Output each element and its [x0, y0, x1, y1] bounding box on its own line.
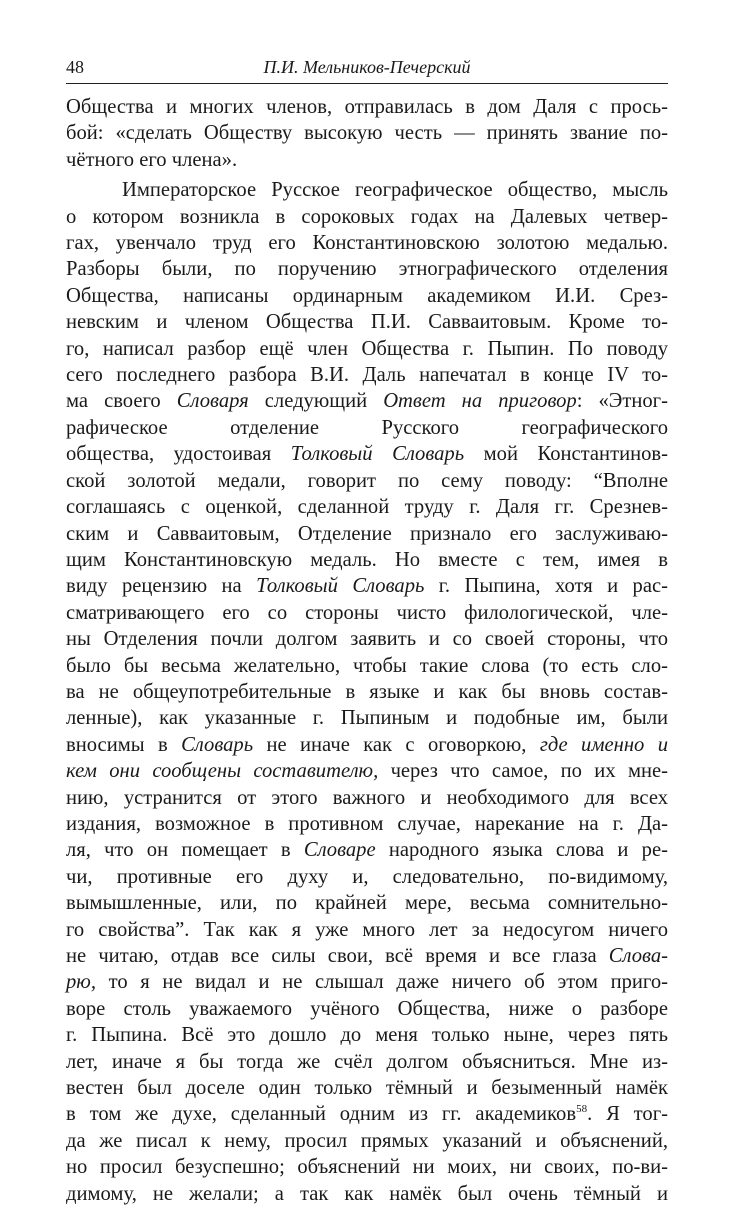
text-line-with-footnote — [66, 1101, 668, 1127]
text-line: го, написал разбор ещё член Общества г. Пыпин. По поводу — [66, 337, 668, 360]
text-line: Общества и многих членов, отправилась в дом Даля с прось- — [66, 96, 668, 118]
text-line: нию, устранится от этого важного и необходимого для всех — [66, 786, 668, 809]
text-line: вымышленные, или, по крайней мере, весьма сомнительно- — [66, 892, 668, 915]
text-segment: в том же духе, сделанный одним из гг. академиков — [66, 1103, 577, 1126]
text-line: ля, что он помещает в Словаре народного языка слова и ре- — [66, 839, 668, 862]
text-line: рафическое отделение Русского географического — [66, 416, 668, 439]
paragraph — [66, 177, 668, 1207]
text-line: сматривающего его со стороны чисто филологической, чле- — [66, 601, 668, 624]
text-line: соглашаясь с оценкой, сделанной труду г. Даля гг. Срезнев- — [66, 496, 668, 519]
running-title: П.И. Мельников-Печерский — [263, 57, 471, 77]
footnote-marker[interactable]: 58 — [576, 1103, 588, 1116]
text-line: го свойства”. Так как я уже много лет за недосугом ничего — [66, 918, 668, 941]
text-line: Разборы были, по поручению этнографического отделения — [66, 258, 668, 281]
text-line: ма своего Словаря следующий Ответ на приговор: «Этног- — [66, 390, 668, 413]
text-line: невским и членом Общества П.И. Савваитовым. Кроме то- — [66, 311, 668, 334]
text-line: ва не общеупотребительные в языке и как бы вновь состав- — [66, 680, 668, 703]
text-line: рю, то я не видал и не слышал даже ничего об этом приго- — [66, 971, 668, 994]
paragraph — [66, 94, 668, 173]
text-line: Императорское Русское географическое общество, мысль — [122, 179, 668, 202]
text-line: не читаю, отдав все силы свои, всё время и все глаза Слова- — [66, 945, 668, 967]
book-page — [66, 55, 668, 1207]
text-line: да же писал к нему, просил прямых указаний и объяснений, — [66, 1129, 668, 1152]
text-line: кем они сообщены составителю, через что самое, по их мне- — [66, 760, 669, 783]
text-line: но просил безуспешно; объяснений ни моих, ни своих, по-ви- — [66, 1156, 668, 1179]
text-line: чи, противные его духу и, следовательно, по-видимому, — [66, 865, 668, 888]
page-number: 48 — [66, 57, 84, 77]
text-line: виду рецензию на Толковый Словарь г. Пыпина, хотя и рас- — [66, 575, 668, 598]
body-text — [66, 94, 668, 1207]
text-line: бой: «сделать Обществу высокую честь — принять звание по- — [66, 122, 668, 145]
text-line: воре столь уважаемого учёного Общества, ниже о разборе — [66, 997, 668, 1020]
text-line: о котором возникла в сороковых годах на Далевых четвер- — [66, 205, 668, 228]
text-line: чётного его члена». — [66, 148, 238, 171]
text-line: гах, увенчало труд его Константиновскою золотою медалью. — [66, 232, 668, 255]
text-line: вносимы в Словарь не иначе как с оговоркою, где именно и — [66, 733, 669, 756]
text-line: Общества, написаны ординарным академиком И.И. Срез- — [66, 284, 668, 307]
text-line: щим Константиновскую медаль. Но вместе с тем, имея в — [66, 548, 668, 571]
text-line: ской золотой медали, говорит по сему поводу: “Вполне — [66, 469, 668, 492]
text-line: общества, удостоивая Толковый Словарь мой Константинов- — [66, 443, 668, 466]
text-line: издания, возможное в противном случае, нарекание на г. Да- — [66, 812, 668, 835]
running-head — [66, 55, 668, 83]
header-rule — [66, 83, 668, 84]
text-line: было бы весьма желательно, чтобы такие слова (то есть сло- — [66, 654, 668, 677]
text-line: г. Пыпина. Всё это дошло до меня только ныне, через пять — [66, 1024, 668, 1047]
text-line: сего последнего разбора В.И. Даль напечатал в конце IV то- — [66, 364, 668, 387]
text-line: ленные), как указанные г. Пыпиным и подобные им, были — [66, 707, 668, 730]
text-line: ским и Савваитовым, Отделение признало его заслуживаю- — [66, 522, 668, 545]
text-line: ны Отделения почли долгом заявить и со своей стороны, что — [66, 628, 668, 651]
text-line: димому, не желали; а так как намёк был очень тёмный и — [66, 1182, 668, 1205]
text-line: вестен был доселе один только тёмный и безыменный намёк — [66, 1077, 668, 1100]
text-line: лет, иначе я бы тогда же счёл долгом объясниться. Мне из- — [66, 1050, 668, 1073]
text-segment: . Я тог- — [587, 1103, 668, 1126]
